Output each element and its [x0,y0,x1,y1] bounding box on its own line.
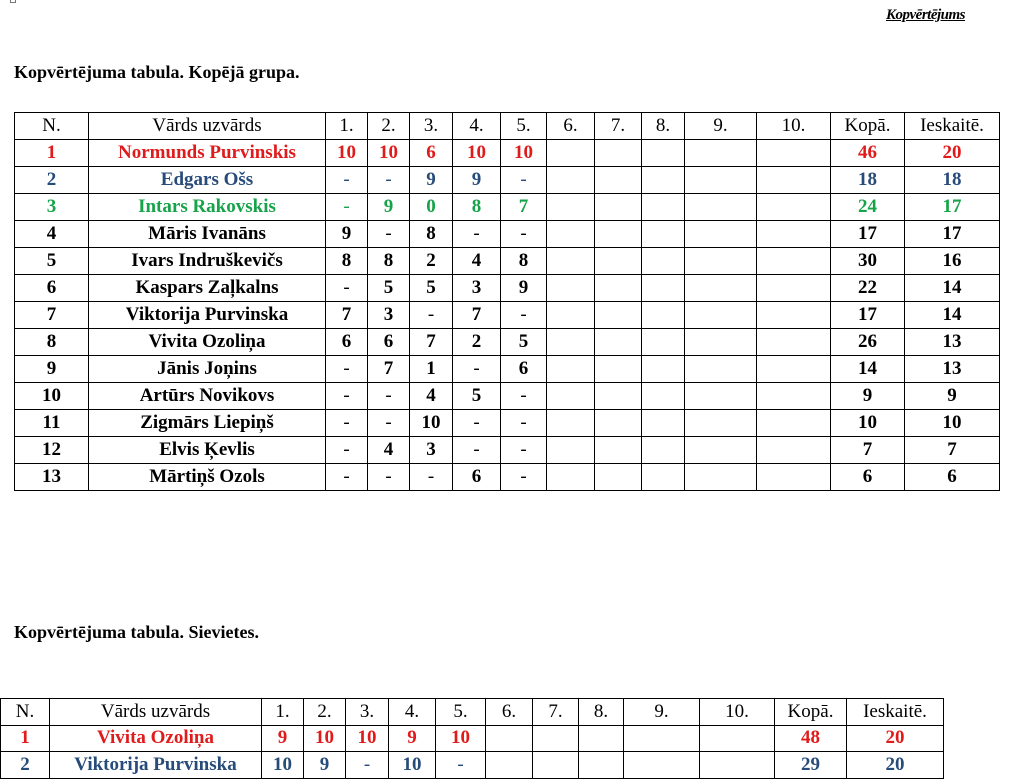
name-cell: Edgars Ošs [89,167,326,194]
round-5-cell: - [501,464,547,491]
round-10-cell [757,356,831,383]
round-6-cell [547,329,595,356]
round-2-cell: 9 [368,194,410,221]
total-cell: 9 [831,383,905,410]
round-8-cell [642,464,685,491]
counted-cell: 16 [905,248,1000,275]
name-cell: Vivita Ozoliņa [89,329,326,356]
round-2-cell: - [368,167,410,194]
table-header-row [15,113,1000,140]
round-2-cell: - [368,410,410,437]
round-1-cell: 9 [326,221,368,248]
round-6-cell [547,167,595,194]
round-5-cell: - [501,221,547,248]
round-10-cell [757,221,831,248]
round-5-cell: - [436,752,486,779]
round-5-cell: - [501,437,547,464]
header-round-2: 2. [368,113,410,140]
total-cell: 14 [831,356,905,383]
round-7-cell [533,752,579,779]
total-cell: 48 [775,725,847,752]
round-10-cell [757,410,831,437]
round-9-cell [685,410,757,437]
round-8-cell [642,275,685,302]
round-4-cell: 8 [453,194,501,221]
rank-cell: 13 [15,464,89,491]
counted-cell: 6 [905,464,1000,491]
round-1-cell: 6 [326,329,368,356]
header-round-8: 8. [579,699,624,726]
rank-cell: 1 [15,140,89,167]
counted-cell: 7 [905,437,1000,464]
table-row [15,302,1000,329]
round-9-cell [685,221,757,248]
group-table-title: Kopvērtējuma tabula. Kopējā grupa. [14,62,300,82]
round-7-cell [595,221,642,248]
round-4-cell: 10 [389,752,436,779]
counted-cell: 20 [847,725,944,752]
rank-cell: 2 [15,167,89,194]
round-6-cell [547,356,595,383]
name-cell: Intars Rakovskis [89,194,326,221]
round-9-cell [685,248,757,275]
name-cell: Ivars Indruškevičs [89,248,326,275]
round-3-cell: 0 [410,194,453,221]
round-1-cell: 10 [326,140,368,167]
round-3-cell: 3 [410,437,453,464]
name-cell: Artūrs Novikovs [89,383,326,410]
rank-cell: 10 [15,383,89,410]
document-header: Kopvērtējums [886,7,965,23]
round-4-cell: 2 [453,329,501,356]
round-2-cell: - [368,464,410,491]
name-cell: Viktorija Purvinska [89,302,326,329]
round-2-cell: 6 [368,329,410,356]
round-2-cell: - [368,221,410,248]
header-round-3: 3. [346,699,389,726]
round-9-cell [685,275,757,302]
table-row [15,140,1000,167]
round-3-cell: 10 [410,410,453,437]
round-1-cell: - [326,383,368,410]
counted-cell: 13 [905,329,1000,356]
round-6-cell [486,752,533,779]
name-cell: Normunds Purvinskis [89,140,326,167]
round-9-cell [624,725,700,752]
header-counted: Ieskaitē. [905,113,1000,140]
header-round-9: 9. [624,699,700,726]
round-2-cell: 3 [368,302,410,329]
round-10-cell [757,329,831,356]
round-6-cell [547,194,595,221]
round-9-cell [685,194,757,221]
round-1-cell: 9 [262,725,304,752]
header-round-7: 7. [533,699,579,726]
round-7-cell [595,275,642,302]
round-4-cell: 4 [453,248,501,275]
round-9-cell [685,167,757,194]
round-2-cell: 10 [368,140,410,167]
round-3-cell: - [410,464,453,491]
table-row [15,167,1000,194]
round-1-cell: - [326,167,368,194]
round-6-cell [547,410,595,437]
round-9-cell [685,464,757,491]
counted-cell: 14 [905,302,1000,329]
round-6-cell [547,275,595,302]
header-round-1: 1. [262,699,304,726]
counted-cell: 17 [905,221,1000,248]
rank-cell: 3 [15,194,89,221]
round-8-cell [579,752,624,779]
header-counted: Ieskaitē. [847,699,944,726]
round-8-cell [579,725,624,752]
total-cell: 30 [831,248,905,275]
round-8-cell [642,302,685,329]
round-10-cell [757,275,831,302]
rank-cell: 12 [15,437,89,464]
round-1-cell: - [326,410,368,437]
rank-cell: 5 [15,248,89,275]
table-row [15,221,1000,248]
round-7-cell [533,725,579,752]
total-cell: 18 [831,167,905,194]
header-rank: N. [1,699,50,726]
header-round-10: 10. [700,699,775,726]
header-name: Vārds uzvārds [89,113,326,140]
round-3-cell: 8 [410,221,453,248]
round-9-cell [685,329,757,356]
round-6-cell [547,302,595,329]
round-6-cell [547,437,595,464]
round-1-cell: - [326,275,368,302]
header-round-8: 8. [642,113,685,140]
round-9-cell [685,356,757,383]
women-table-title: Kopvērtējuma tabula. Sievietes. [14,622,259,642]
rank-cell: 1 [1,725,50,752]
header-round-6: 6. [486,699,533,726]
round-7-cell [595,194,642,221]
round-3-cell: - [410,302,453,329]
round-6-cell [547,248,595,275]
header-round-10: 10. [757,113,831,140]
round-8-cell [642,221,685,248]
rank-cell: 2 [1,752,50,779]
total-cell: 17 [831,302,905,329]
round-5-cell: 6 [501,356,547,383]
round-2-cell: 7 [368,356,410,383]
round-10-cell [757,383,831,410]
round-6-cell [547,221,595,248]
table-row [15,329,1000,356]
round-1-cell: 8 [326,248,368,275]
name-cell: Kaspars Zaļkalns [89,275,326,302]
round-1-cell: 10 [262,752,304,779]
counted-cell: 14 [905,275,1000,302]
round-10-cell [757,302,831,329]
round-5-cell: 7 [501,194,547,221]
header-round-4: 4. [453,113,501,140]
header-total: Kopā. [831,113,905,140]
header-total: Kopā. [775,699,847,726]
table-row [15,464,1000,491]
round-1-cell: - [326,194,368,221]
table-row [15,275,1000,302]
corner-mark [10,0,16,3]
total-cell: 6 [831,464,905,491]
round-3-cell: 4 [410,383,453,410]
round-10-cell [700,752,775,779]
round-7-cell [595,248,642,275]
total-cell: 7 [831,437,905,464]
total-cell: 10 [831,410,905,437]
round-10-cell [757,194,831,221]
header-round-1: 1. [326,113,368,140]
rank-cell: 8 [15,329,89,356]
total-cell: 24 [831,194,905,221]
round-5-cell: 9 [501,275,547,302]
round-4-cell: 9 [389,725,436,752]
round-7-cell [595,167,642,194]
round-2-cell: 10 [304,725,346,752]
round-3-cell: 1 [410,356,453,383]
total-cell: 29 [775,752,847,779]
round-6-cell [547,140,595,167]
table-row [15,194,1000,221]
name-cell: Mārtiņš Ozols [89,464,326,491]
round-3-cell: 2 [410,248,453,275]
table-header-row [1,699,944,726]
round-2-cell: 4 [368,437,410,464]
round-4-cell: - [453,410,501,437]
round-8-cell [642,356,685,383]
round-10-cell [700,725,775,752]
round-3-cell: 9 [410,167,453,194]
round-5-cell: 10 [436,725,486,752]
round-6-cell [486,725,533,752]
rank-cell: 7 [15,302,89,329]
round-2-cell: 8 [368,248,410,275]
round-5-cell: 5 [501,329,547,356]
header-round-5: 5. [501,113,547,140]
round-6-cell [547,383,595,410]
round-7-cell [595,356,642,383]
round-10-cell [757,140,831,167]
round-1-cell: - [326,356,368,383]
counted-cell: 9 [905,383,1000,410]
table-row [1,725,944,752]
round-7-cell [595,329,642,356]
round-4-cell: 6 [453,464,501,491]
round-4-cell: 7 [453,302,501,329]
round-4-cell: 9 [453,167,501,194]
counted-cell: 20 [905,140,1000,167]
round-3-cell: 6 [410,140,453,167]
round-1-cell: - [326,437,368,464]
rank-cell: 11 [15,410,89,437]
round-4-cell: - [453,356,501,383]
name-cell: Jānis Joņins [89,356,326,383]
counted-cell: 20 [847,752,944,779]
rank-cell: 6 [15,275,89,302]
counted-cell: 10 [905,410,1000,437]
round-8-cell [642,437,685,464]
round-3-cell: 10 [346,725,389,752]
total-cell: 17 [831,221,905,248]
total-cell: 46 [831,140,905,167]
round-3-cell: 7 [410,329,453,356]
table-row [15,383,1000,410]
round-8-cell [642,383,685,410]
name-cell: Māris Ivanāns [89,221,326,248]
round-5-cell: - [501,167,547,194]
total-cell: 26 [831,329,905,356]
round-9-cell [685,437,757,464]
table-row [15,248,1000,275]
round-7-cell [595,464,642,491]
round-10-cell [757,464,831,491]
round-10-cell [757,167,831,194]
round-5-cell: 8 [501,248,547,275]
table-row [15,410,1000,437]
table-row [1,752,944,779]
round-4-cell: - [453,437,501,464]
round-6-cell [547,464,595,491]
round-10-cell [757,437,831,464]
round-3-cell: 5 [410,275,453,302]
name-cell: Vivita Ozoliņa [50,725,262,752]
round-7-cell [595,383,642,410]
round-9-cell [685,383,757,410]
counted-cell: 18 [905,167,1000,194]
round-1-cell: - [326,464,368,491]
name-cell: Viktorija Purvinska [50,752,262,779]
round-9-cell [685,140,757,167]
round-5-cell: - [501,302,547,329]
total-cell: 22 [831,275,905,302]
counted-cell: 17 [905,194,1000,221]
women-table-body [1,725,944,778]
round-8-cell [642,194,685,221]
round-4-cell: 3 [453,275,501,302]
round-9-cell [624,752,700,779]
round-1-cell: 7 [326,302,368,329]
header-rank: N. [15,113,89,140]
round-7-cell [595,302,642,329]
round-8-cell [642,248,685,275]
round-5-cell: 10 [501,140,547,167]
round-10-cell [757,248,831,275]
header-round-6: 6. [547,113,595,140]
header-round-4: 4. [389,699,436,726]
round-3-cell: - [346,752,389,779]
women-standings-table [0,698,944,779]
name-cell: Elvis Ķevlis [89,437,326,464]
round-4-cell: 5 [453,383,501,410]
header-round-7: 7. [595,113,642,140]
round-7-cell [595,140,642,167]
round-8-cell [642,329,685,356]
group-table-body [15,140,1000,491]
round-2-cell: - [368,383,410,410]
table-row [15,356,1000,383]
round-8-cell [642,167,685,194]
round-2-cell: 9 [304,752,346,779]
header-name: Vārds uzvārds [50,699,262,726]
name-cell: Zigmārs Liepiņš [89,410,326,437]
counted-cell: 13 [905,356,1000,383]
rank-cell: 4 [15,221,89,248]
header-round-5: 5. [436,699,486,726]
round-4-cell: - [453,221,501,248]
table-row [15,437,1000,464]
round-7-cell [595,437,642,464]
round-4-cell: 10 [453,140,501,167]
round-2-cell: 5 [368,275,410,302]
group-standings-table [14,112,1000,491]
round-9-cell [685,302,757,329]
header-round-9: 9. [685,113,757,140]
round-8-cell [642,410,685,437]
header-round-3: 3. [410,113,453,140]
round-7-cell [595,410,642,437]
rank-cell: 9 [15,356,89,383]
round-8-cell [642,140,685,167]
round-5-cell: - [501,410,547,437]
round-5-cell: - [501,383,547,410]
header-round-2: 2. [304,699,346,726]
